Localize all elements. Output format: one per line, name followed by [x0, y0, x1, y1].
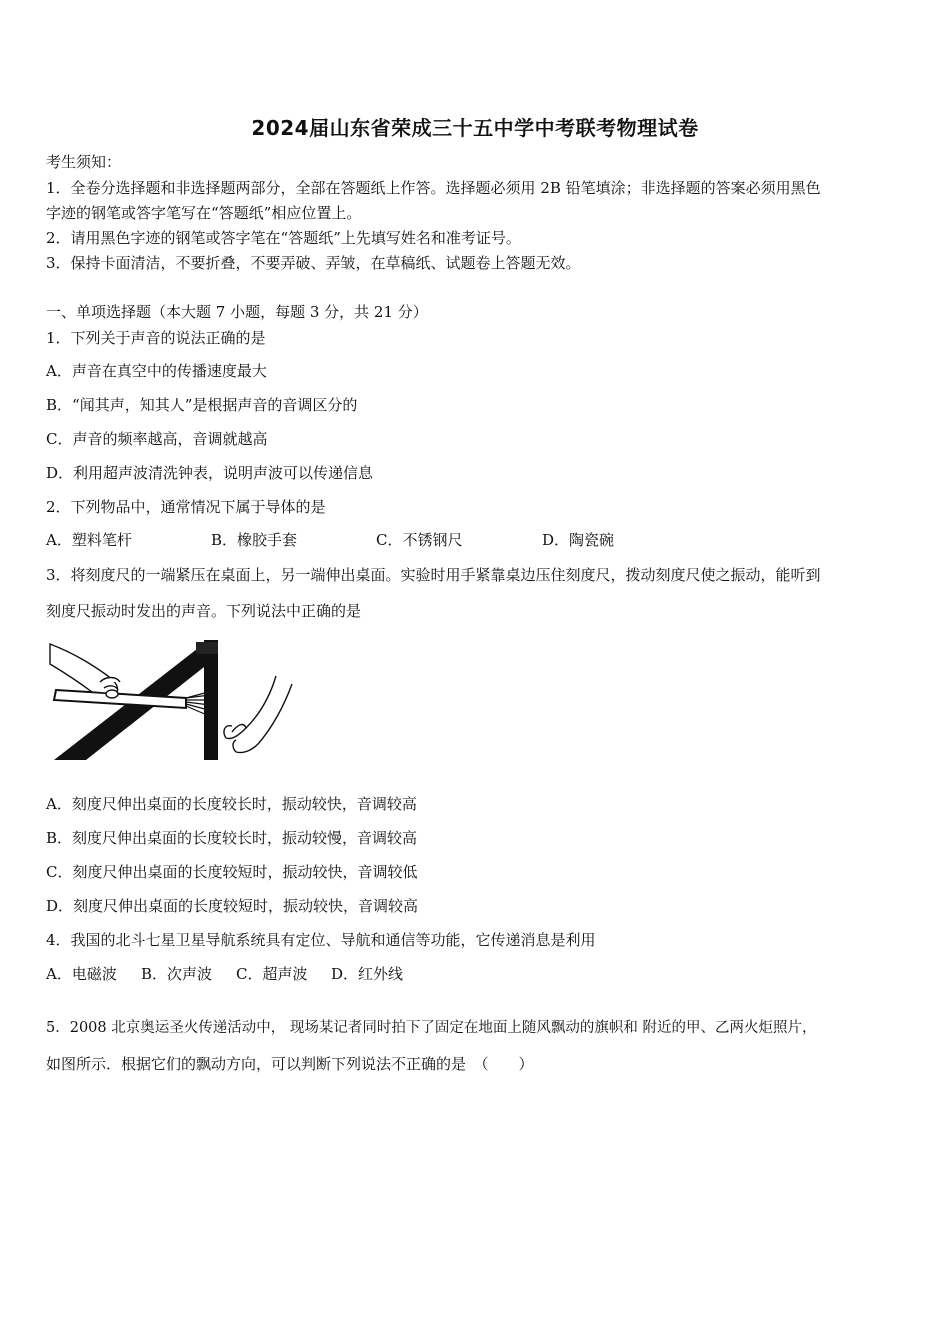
question-3-option-c: C．刻度尺伸出桌面的长度较短时，振动较快，音调较低: [46, 863, 418, 881]
question-4-option-a: A．电磁波: [46, 965, 117, 983]
question-2-option-a: A．塑料笔杆: [46, 531, 132, 549]
notice-item-2: 2．请用黑色字迹的钢笔或答字笔在“答题纸”上先填写姓名和准考证号。: [46, 229, 521, 247]
question-2-option-d: D．陶瓷碗: [542, 531, 615, 549]
question-3-option-d: D．刻度尺伸出桌面的长度较短时，振动较快，音调较高: [46, 897, 419, 915]
question-1-option-d: D．利用超声波清洗钟表，说明声波可以传递信息: [46, 464, 374, 482]
section-heading: 一、单项选择题（本大题 7 小题，每题 3 分，共 21 分）: [46, 303, 428, 321]
right-hand: [224, 676, 292, 753]
question-2-option-c: C．不锈钢尺: [376, 531, 463, 549]
question-3-stem-line-1: 3．将刻度尺的一端紧压在桌面上，另一端伸出桌面。实验时用手紧靠桌边压住刻度尺，拨动刻度尺使之振动，能听到: [46, 566, 821, 584]
question-3-option-a: A．刻度尺伸出桌面的长度较长时，振动较快，音调较高: [46, 795, 417, 813]
question-4-stem: 4．我国的北斗七星卫星导航系统具有定位、导航和通信等功能，它传递消息是利用: [46, 931, 596, 949]
notice-heading: 考生须知：: [46, 153, 122, 171]
page-title: 2024届山东省荣成三十五中学中考联考物理试卷: [251, 116, 699, 140]
question-1-option-b: B．“闻其声，知其人”是根据声音的音调区分的: [46, 396, 358, 414]
question-1-option-c: C．声音的频率越高，音调就越高: [46, 430, 268, 448]
question-1-option-a: A．声音在真空中的传播速度最大: [46, 362, 267, 380]
question-5-stem-line-1: 5．2008 北京奥运圣火传递活动中， 现场某记者同时拍下了固定在地面上随风飘动的旗帜和 附近的甲、乙两火炬照片，: [46, 1020, 817, 1036]
question-2-option-b: B．橡胶手套: [211, 531, 298, 549]
notice-item-3: 3．保持卡面清洁，不要折叠，不要弄破、弄皱，在草稿纸、试题卷上答题无效。: [46, 254, 581, 272]
question-4-option-c: C．超声波: [236, 965, 308, 983]
question-4-option-b: B．次声波: [141, 965, 213, 983]
question-3-option-b: B．刻度尺伸出桌面的长度较长时，振动较慢，音调较高: [46, 829, 418, 847]
question-4-options: [46, 964, 403, 984]
ruler-vibration-figure: [46, 636, 296, 764]
notice-item-1-line-1: 1．全卷分选择题和非选择题两部分，全部在答题纸上作答。选择题必须用 2B 铅笔填涂；非选择题的答案必须用黑色: [46, 179, 821, 197]
notice-item-1-line-2: 字迹的钢笔或答字笔写在“答题纸”相应位置上。: [46, 204, 362, 222]
question-2-stem: 2．下列物品中，通常情况下属于导体的是: [46, 498, 326, 516]
question-1-stem: 1．下列关于声音的说法正确的是: [46, 329, 266, 347]
question-2-options: [46, 530, 614, 550]
question-5-stem-line-2: 如图所示．根据它们的飘动方向，可以判断下列说法不正确的是 （ ）: [46, 1055, 534, 1073]
question-3-stem-line-2: 刻度尺振动时发出的声音。下列说法中正确的是: [46, 602, 362, 620]
question-4-option-d: D．红外线: [331, 965, 404, 983]
